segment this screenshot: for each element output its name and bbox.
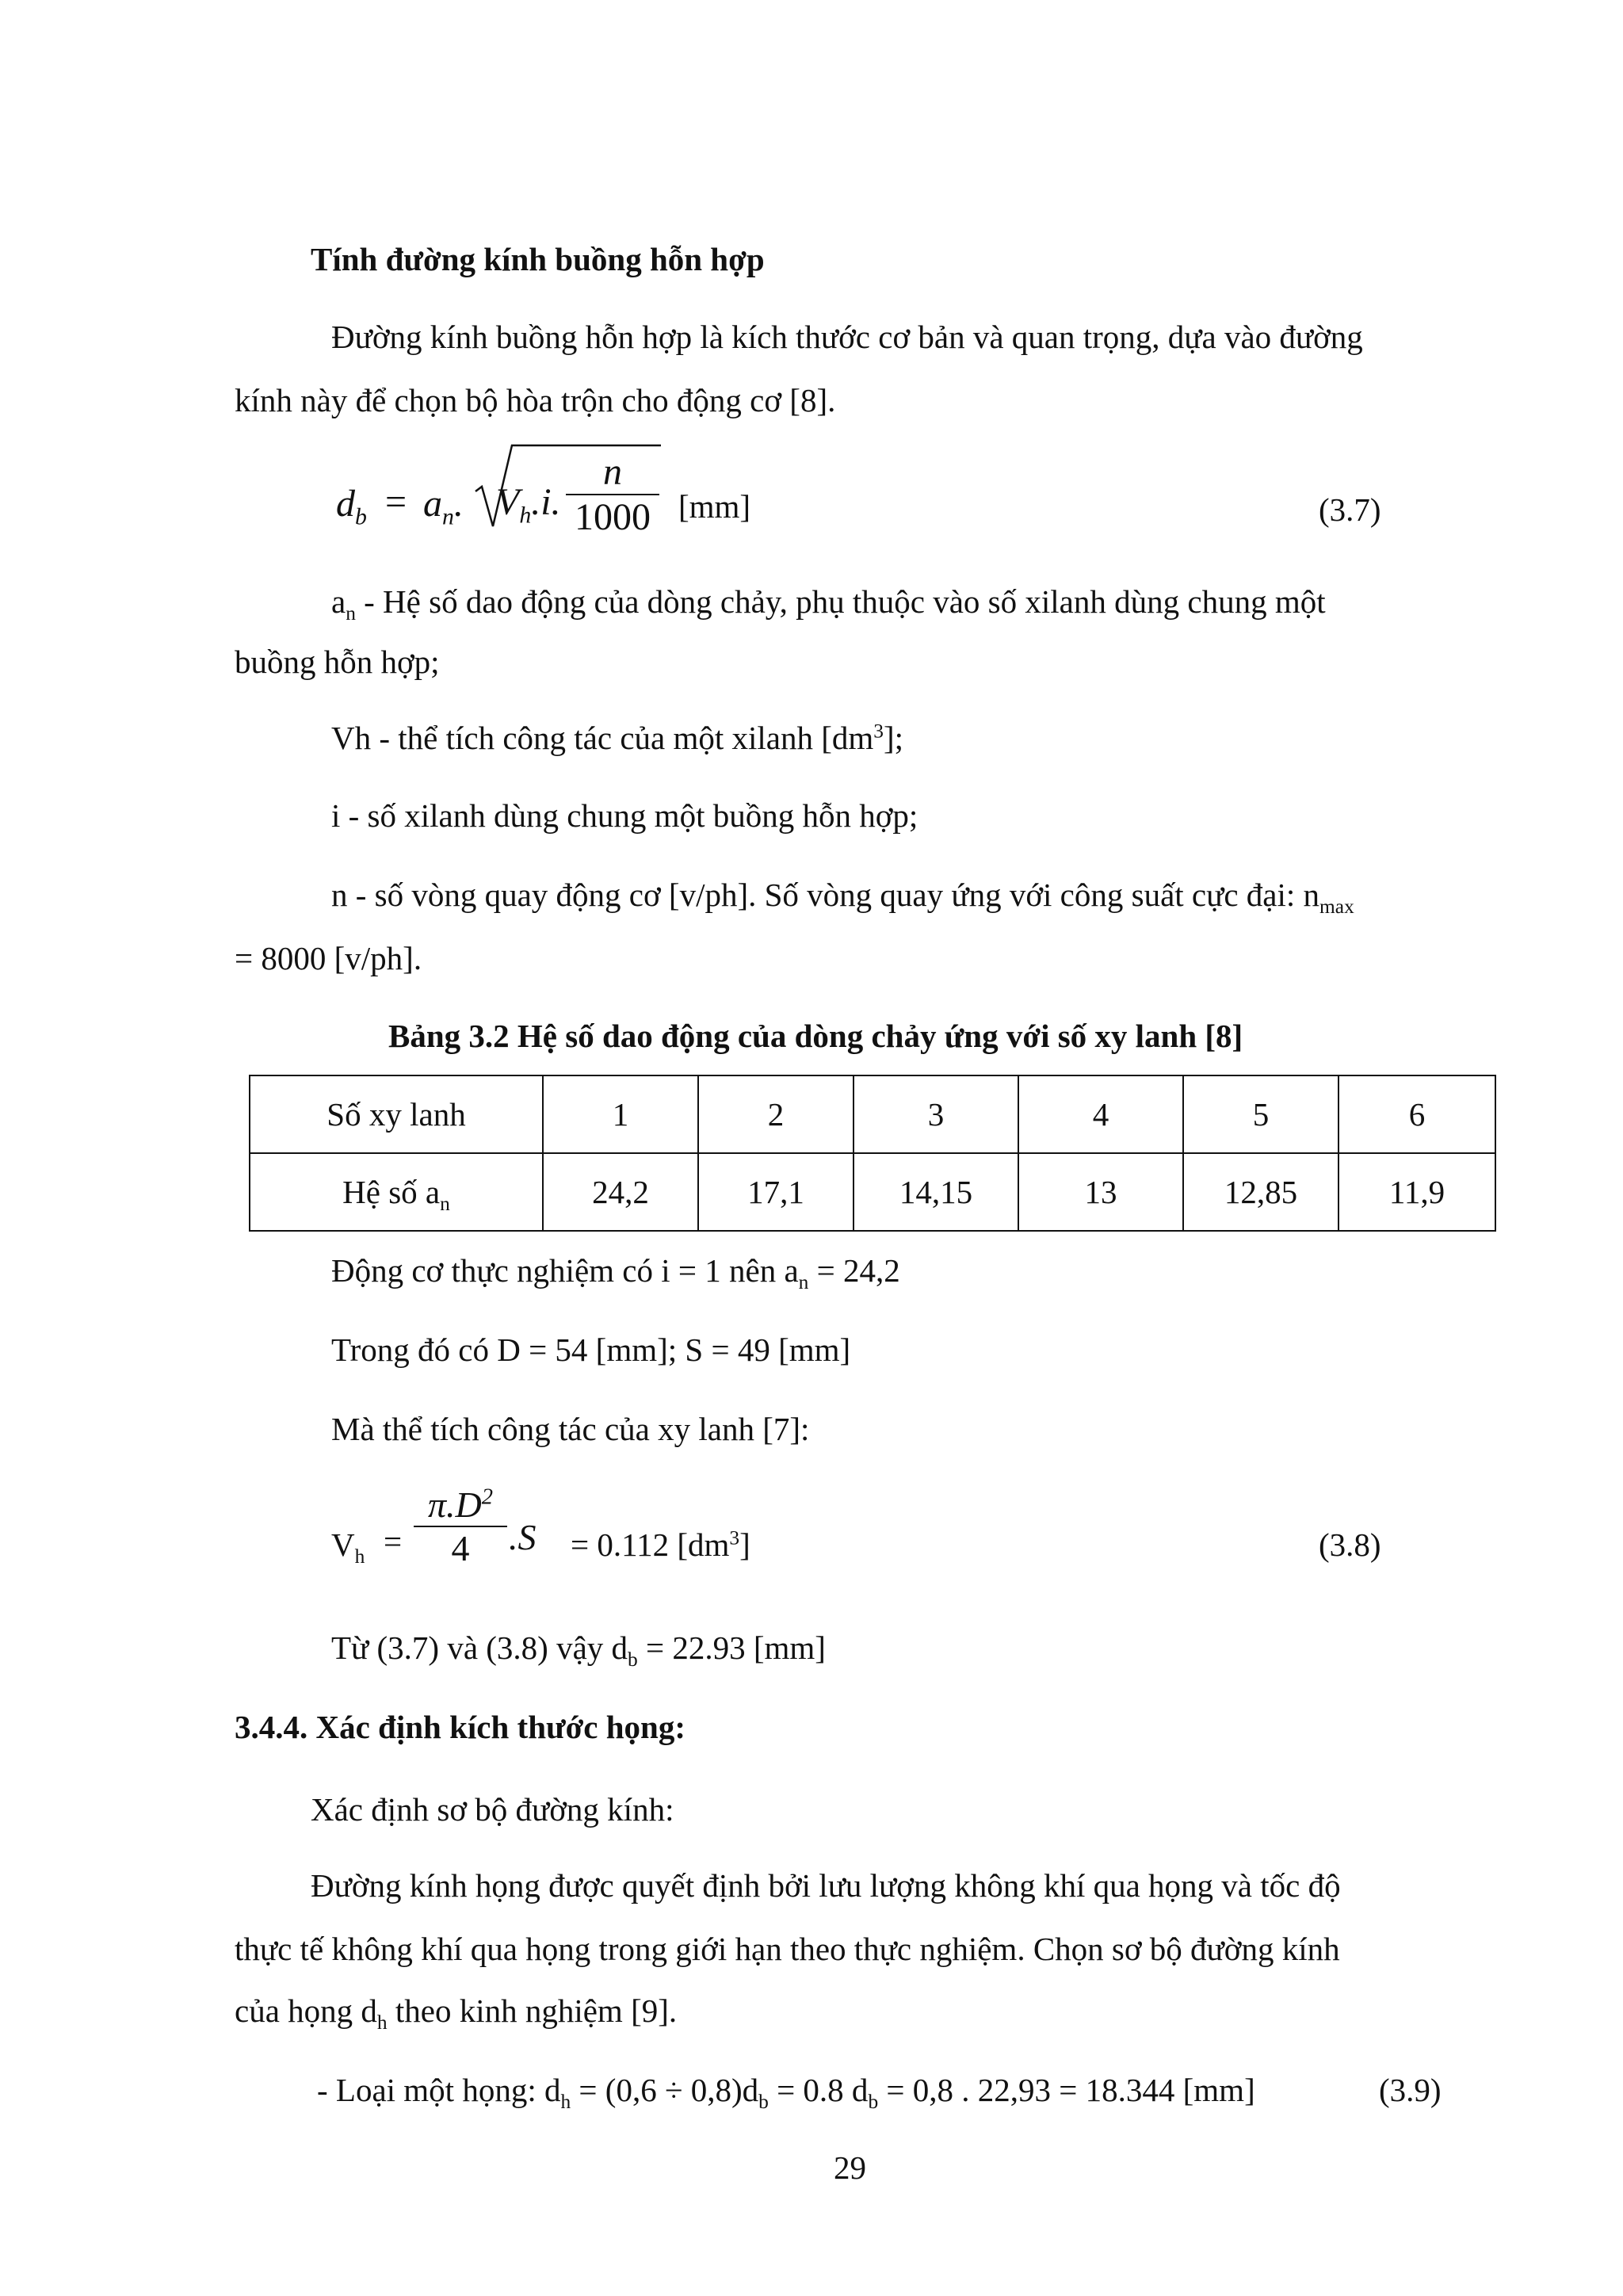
- paragraph-line: Đường kính họng được quyết định bởi lưu lượng không khí qua họng và tốc độ: [311, 1867, 1341, 1904]
- table-cell: 1: [543, 1075, 698, 1153]
- fraction: n 1000: [566, 450, 659, 539]
- table-cell: 14,15: [854, 1153, 1018, 1231]
- table-cell: 4: [1018, 1075, 1183, 1153]
- table-row: [250, 1153, 1495, 1231]
- definition-line: n - số vòng quay động cơ [v/ph]. Số vòng quay ứng với công suất cực đại: $n_{max}$: [331, 877, 1354, 919]
- paragraph-line: Mà thể tích công tác của xy lanh [7]:: [331, 1411, 810, 1447]
- fraction: $\pi.D^2$ 4: [414, 1484, 507, 1569]
- table-cell: Hệ số $a_n$: [250, 1153, 543, 1231]
- section-heading: 3.4.4. Xác định kích thước họng:: [235, 1709, 686, 1745]
- definition-line: buồng hỗn hợp;: [235, 644, 440, 680]
- paragraph-line: Động cơ thực nghiệm có i = 1 nên $a_n = 24,2$: [331, 1252, 900, 1294]
- table-cell: 3: [854, 1075, 1018, 1153]
- equation-3-9: - Loại một họng: $d_h = (0,6 \div 0,8)d_b = 0.8$ $d_b = 0,8$ . 22,93 = 18.344 [mm]: [317, 2072, 1255, 2114]
- table-cell: 17,1: [698, 1153, 854, 1231]
- paragraph-line: kính này để chọn bộ hòa trộn cho động cơ [8].: [235, 382, 836, 418]
- table-cell: 5: [1183, 1075, 1338, 1153]
- coefficient-table: [249, 1075, 1496, 1232]
- definition-line: $a_n$ - Hệ số dao động của dòng chảy, phụ thuộc vào số xilanh dùng chung một: [331, 583, 1326, 625]
- page-number: 29: [834, 2149, 866, 2186]
- table-row: [250, 1075, 1495, 1153]
- definition-line: = 8000 [v/ph].: [235, 940, 422, 976]
- subsection-heading: Tính đường kính buồng hỗn hợp: [311, 241, 765, 277]
- equation-number: (3.7): [1319, 491, 1381, 528]
- table-cell: Số xy lanh: [250, 1075, 543, 1153]
- equation-number: (3.8): [1319, 1526, 1381, 1563]
- table-cell: 13: [1018, 1153, 1183, 1231]
- definition-line: i - số xilanh dùng chung một buồng hỗn hợp;: [331, 797, 918, 834]
- definition-line: Vh - thể tích công tác của một xilanh $[dm^3]$;: [331, 720, 904, 756]
- paragraph-line: thực tế không khí qua họng trong giới hạn theo thực nghiệm. Chọn sơ bộ đường kính: [235, 1931, 1340, 1967]
- table-cell: 24,2: [543, 1153, 698, 1231]
- paragraph-line: Đường kính buồng hỗn hợp là kích thước cơ bản và quan trọng, dựa vào đường: [331, 319, 1363, 355]
- paragraph-line: Trong đó có D = 54 [mm]; S = 49 [mm]: [331, 1331, 851, 1368]
- table-caption: Bảng 3.2 Hệ số dao động của dòng chảy ứng với số xy lanh [8]: [388, 1018, 1243, 1054]
- paragraph-line: Từ (3.7) và (3.8) vậy $d_b = 22.93$ [mm]: [331, 1629, 826, 1671]
- table-cell: 11,9: [1338, 1153, 1495, 1231]
- table-cell: 2: [698, 1075, 854, 1153]
- table-cell: 6: [1338, 1075, 1495, 1153]
- table-cell: 12,85: [1183, 1153, 1338, 1231]
- paragraph-line: Xác định sơ bộ đường kính:: [311, 1791, 674, 1828]
- equation-number: (3.9): [1379, 2072, 1442, 2108]
- paragraph-line: của họng $d_h$ theo kinh nghiệm [9].: [235, 1992, 678, 2034]
